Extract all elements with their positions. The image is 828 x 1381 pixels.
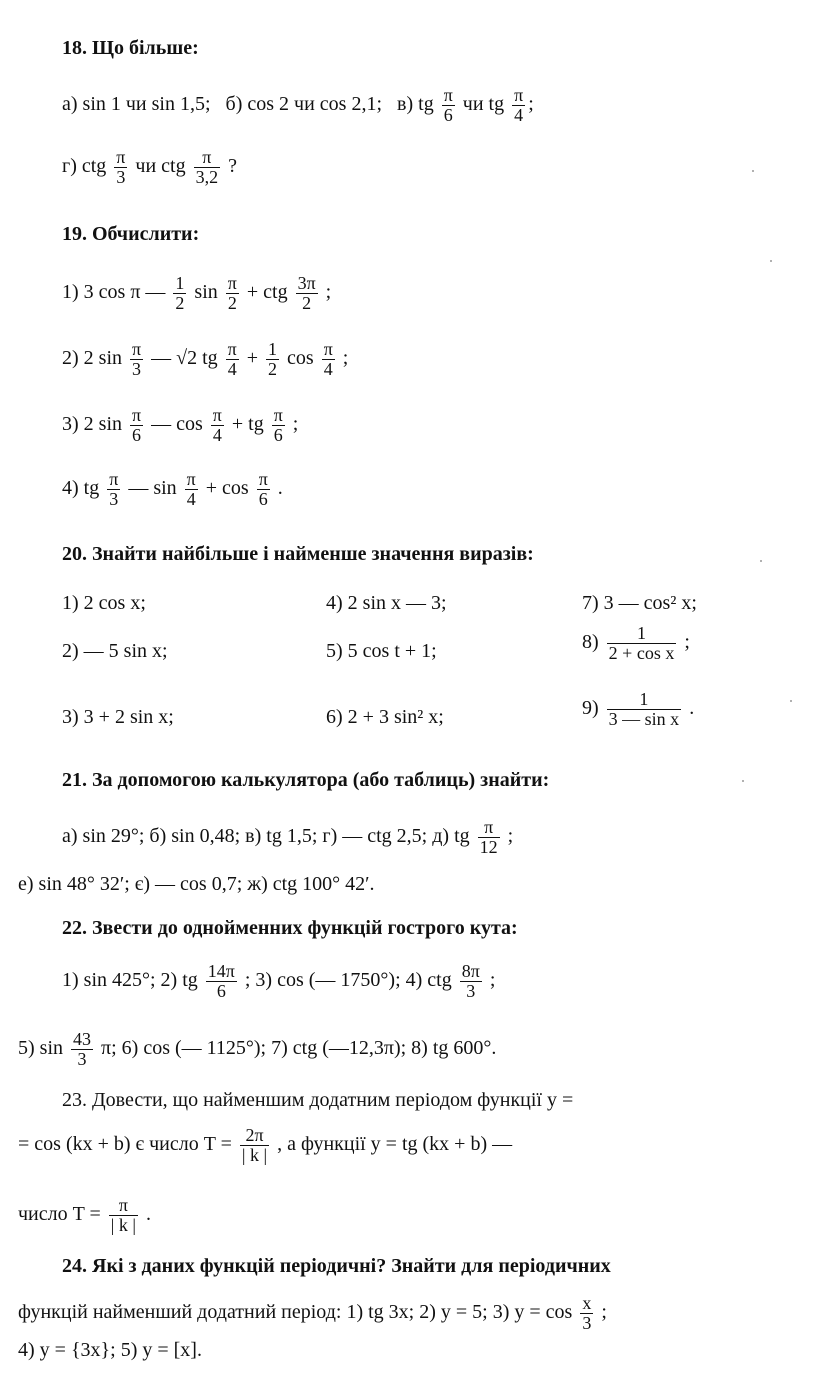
fraction: $\frac{1}{2}$: [268, 339, 278, 379]
problem-24-line-1: 24. Які з даних функцій періодичні? Знайти для періодичних: [62, 1255, 611, 1277]
fraction: $\frac{2\pi}{| k |}$: [241, 1125, 268, 1165]
problem-19-title: 19. Обчислити:: [62, 223, 200, 245]
problem-18-v: в) tg: [397, 92, 434, 115]
problem-18-g: г) ctg: [62, 154, 107, 177]
scan-speck: [770, 260, 772, 262]
text: ;: [292, 412, 299, 435]
scan-speck: [742, 780, 744, 782]
text: ?: [228, 154, 237, 177]
problem-20-item-3: 3) 3 + 2 sin x;: [62, 706, 174, 728]
problem-22-line-2: [18, 1030, 496, 1069]
problem-20-item-4: 4) 2 sin x — 3;: [326, 592, 447, 614]
fraction: $\frac{43}{3}$: [73, 1029, 91, 1069]
text: +: [246, 346, 259, 369]
fraction: $\frac{\pi}{12}$: [479, 817, 498, 857]
text: ;: [342, 346, 349, 369]
text: .: [145, 1202, 151, 1225]
fraction: $\frac{\pi}{| k |}$: [110, 1195, 136, 1235]
problem-20-title: 20. Знайти найбільше і найменше значення виразів:: [62, 543, 534, 565]
fraction: $\frac{\pi}{4}$: [227, 339, 237, 379]
text: .: [277, 476, 283, 499]
text: 5) sin: [18, 1036, 63, 1059]
problem-20-item-1: 1) 2 cos x;: [62, 592, 146, 614]
fraction: $\frac{1}{2}$: [175, 273, 185, 313]
text: ;: [528, 92, 534, 115]
problem-24-line-2: [18, 1294, 607, 1333]
problem-21-title: 21. За допомогою калькулятора (або таблиць) знайти:: [62, 769, 550, 791]
problem-20-item-7: 7) 3 — cos² x;: [582, 592, 697, 614]
problem-18-a: а) sin 1 чи sin 1,5;: [62, 92, 211, 115]
text: — √2 tg: [151, 346, 218, 369]
text: ; 3) cos (— 1750°); 4) ctg: [244, 968, 452, 991]
text: .: [689, 696, 695, 719]
text: ;: [325, 280, 332, 303]
text: 1) sin 425°; 2) tg: [62, 968, 198, 991]
text: sin: [194, 280, 218, 303]
problem-21-line-1: [62, 818, 513, 857]
text: 2) 2 sin: [62, 346, 122, 369]
fraction: $\frac{\pi}{3}$: [109, 469, 119, 509]
text: а) sin 29°; б) sin 0,48; в) tg 1,5; г) — ctg 2,5; д) tg: [62, 824, 470, 847]
problem-20-item-8: [582, 624, 690, 663]
fraction: $\frac{3\pi}{2}$: [297, 273, 316, 313]
text: + tg: [231, 412, 264, 435]
fraction: $\frac{\pi}{3,2}$: [195, 147, 219, 187]
fraction: $\frac{\pi}{6}$: [132, 405, 142, 445]
problem-19-line-4: [62, 470, 283, 509]
scan-speck: [790, 700, 792, 702]
fraction: $\frac{\pi}{6}$: [273, 405, 283, 445]
text: , а функції y = tg (kx + b) —: [277, 1132, 513, 1155]
scan-speck: [752, 170, 754, 172]
problem-21-line-2: е) sin 48° 32′; є) — cos 0,7; ж) ctg 100° 42′.: [18, 873, 375, 895]
problem-22-line-1: [62, 962, 495, 1001]
problem-20-item-6: 6) 2 + 3 sin² x;: [326, 706, 444, 728]
text: cos: [287, 346, 314, 369]
fraction: $\frac{\pi}{4}$: [323, 339, 333, 379]
text: ;: [489, 968, 496, 991]
text: 9): [582, 696, 599, 719]
problem-23-line-2: [18, 1126, 512, 1165]
fraction: $\frac{\pi}{6}$: [443, 85, 453, 125]
text: число T =: [18, 1202, 101, 1225]
text: 3) 2 sin: [62, 412, 122, 435]
text: ;: [684, 630, 690, 653]
problem-18-b: б) cos 2 чи cos 2,1;: [225, 92, 383, 115]
fraction: $\frac{8\pi}{3}$: [461, 961, 480, 1001]
fraction: $\frac{14\pi}{6}$: [207, 961, 235, 1001]
text: + cos: [205, 476, 249, 499]
text: + ctg: [246, 280, 288, 303]
text: = cos (kx + b) є число T =: [18, 1132, 232, 1155]
text: — sin: [128, 476, 177, 499]
text: функцій найменший додатний період: 1) tg 3x; 2) y = 5; 3) y = cos: [18, 1300, 573, 1323]
problem-19-line-1: [62, 274, 331, 313]
text: 1) 3 cos π —: [62, 280, 166, 303]
problem-19-line-3: [62, 406, 298, 445]
text: ;: [601, 1300, 607, 1323]
fraction: $\frac{\pi}{4}$: [212, 405, 222, 445]
text: 8): [582, 630, 599, 653]
fraction: $\frac{\pi}{4}$: [514, 85, 524, 125]
problem-18-title: 18. Що більше:: [62, 37, 199, 59]
problem-18-line-2: [62, 148, 237, 187]
text: ;: [507, 824, 514, 847]
fraction: $\frac{\pi}{3}$: [132, 339, 142, 379]
scan-speck: [760, 560, 762, 562]
text: π; 6) cos (— 1125°); 7) ctg (—12,3π); 8) tg 600°.: [101, 1036, 497, 1059]
problem-22-title: 22. Звести до однойменних функцій гострого кута:: [62, 917, 518, 939]
problem-19-line-2: [62, 340, 348, 379]
text: 4) tg: [62, 476, 100, 499]
problem-20-item-9: [582, 690, 694, 729]
text: — cos: [151, 412, 203, 435]
fraction: $\frac{\pi}{2}$: [227, 273, 237, 313]
problem-20-item-5: 5) 5 cos t + 1;: [326, 640, 437, 662]
problem-20-item-2: 2) — 5 sin x;: [62, 640, 168, 662]
problem-18-line-1: [62, 86, 534, 125]
problem-23-line-1: 23. Довести, що найменшим додатним періодом функції y =: [62, 1089, 574, 1111]
fraction: $\frac{x}{3}$: [582, 1293, 592, 1333]
fraction: $\frac{\pi}{3}$: [116, 147, 126, 187]
problem-23-line-3: [18, 1196, 151, 1235]
problem-24-line-3: 4) y = {3x}; 5) y = [x].: [18, 1339, 202, 1361]
text: чи tg: [462, 92, 505, 115]
fraction: $\frac{1}{\text{2 + cos x}}$: [608, 623, 675, 663]
fraction: $\frac{\pi}{4}$: [186, 469, 196, 509]
text: чи ctg: [135, 154, 186, 177]
fraction: $\frac{\pi}{6}$: [258, 469, 268, 509]
fraction: $\frac{1}{\text{3 — sin x}}$: [608, 689, 680, 729]
